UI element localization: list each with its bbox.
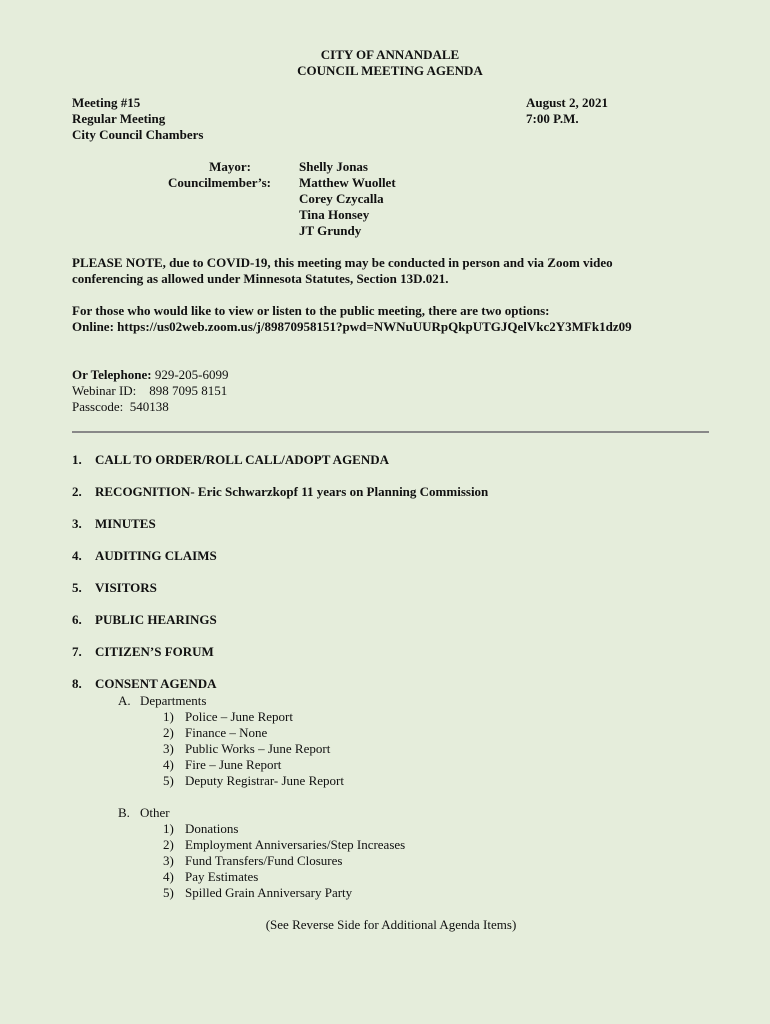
passcode-line: [72, 399, 169, 415]
consent-section-a: A. Departments: [118, 693, 207, 708]
agenda-item: 4. AUDITING CLAIMS: [72, 548, 217, 563]
meeting-type: Regular Meeting: [72, 111, 166, 126]
councilmembers-label: Councilmember’s:: [167, 175, 271, 190]
list-item: 4) Pay Estimates: [163, 869, 259, 884]
passcode-value: 540138: [129, 399, 169, 414]
mayor-label: Mayor:: [209, 159, 251, 174]
list-item: 1) Police – June Report: [163, 709, 293, 724]
agenda-item: 8. CONSENT AGENDA: [72, 676, 217, 691]
doc-title-line2: COUNCIL MEETING AGENDA: [297, 63, 483, 78]
webinar-id: 898 7095 8151: [149, 383, 228, 398]
covid-notice-line2: conferencing as allowed under Minnesota Statutes, Section 13D.021.: [72, 271, 449, 286]
agenda-item: 2. RECOGNITION- Eric Schwarzkopf 11 years on Planning Commission: [72, 484, 489, 499]
doc-title-line1: CITY OF ANNANDALE: [320, 47, 460, 62]
list-item: 3) Public Works – June Report: [163, 741, 331, 756]
agenda-item: 1. CALL TO ORDER/ROLL CALL/ADOPT AGENDA: [72, 452, 390, 467]
list-item: 1) Donations: [163, 821, 239, 836]
reverse-side-note: (See Reverse Side for Additional Agenda Items): [265, 917, 517, 932]
councilmember-name: Tina Honsey: [299, 207, 370, 222]
meeting-date: August 2, 2021: [526, 95, 608, 110]
telephone-label: Or Telephone:: [72, 367, 152, 382]
zoom-online-link[interactable]: Online: https://us02web.zoom.us/j/89870958151?pwd=NWNuUURpQkpUTGJQelVkc2Y3MFk1dz09: [72, 319, 632, 334]
list-item: 2) Finance – None: [163, 725, 268, 740]
agenda-item: 7. CITIZEN’S FORUM: [72, 644, 214, 659]
meeting-location: City Council Chambers: [72, 127, 204, 142]
meeting-number: Meeting #15: [72, 95, 141, 110]
list-item: 5) Spilled Grain Anniversary Party: [163, 885, 353, 900]
covid-notice-line1: PLEASE NOTE, due to COVID-19, this meeting may be conducted in person and via Zoom video: [72, 255, 613, 270]
webinar-line: [72, 383, 227, 399]
webinar-label: Webinar ID:: [72, 383, 137, 398]
options-line: For those who would like to view or listen to the public meeting, there are two options:: [72, 303, 550, 318]
list-item: 3) Fund Transfers/Fund Closures: [163, 853, 343, 868]
councilmember-name: JT Grundy: [299, 223, 362, 238]
list-item: 2) Employment Anniversaries/Step Increases: [163, 837, 406, 852]
list-item: 5) Deputy Registrar- June Report: [163, 773, 344, 788]
agenda-item: 3. MINUTES: [72, 516, 156, 531]
consent-section-b: B. Other: [118, 805, 170, 820]
list-item: 4) Fire – June Report: [163, 757, 282, 772]
telephone-line: [72, 367, 229, 383]
agenda-item: 6. PUBLIC HEARINGS: [72, 612, 217, 627]
agenda-item: 5. VISITORS: [72, 580, 157, 595]
meeting-time: 7:00 P.M.: [526, 111, 579, 126]
councilmember-name: Corey Czycalla: [299, 191, 384, 206]
passcode-label: Passcode:: [72, 399, 124, 414]
telephone-number: 929-205-6099: [154, 367, 229, 382]
mayor-name: Shelly Jonas: [299, 159, 368, 174]
councilmember-name: Matthew Wuollet: [299, 175, 396, 190]
divider: [72, 431, 709, 433]
